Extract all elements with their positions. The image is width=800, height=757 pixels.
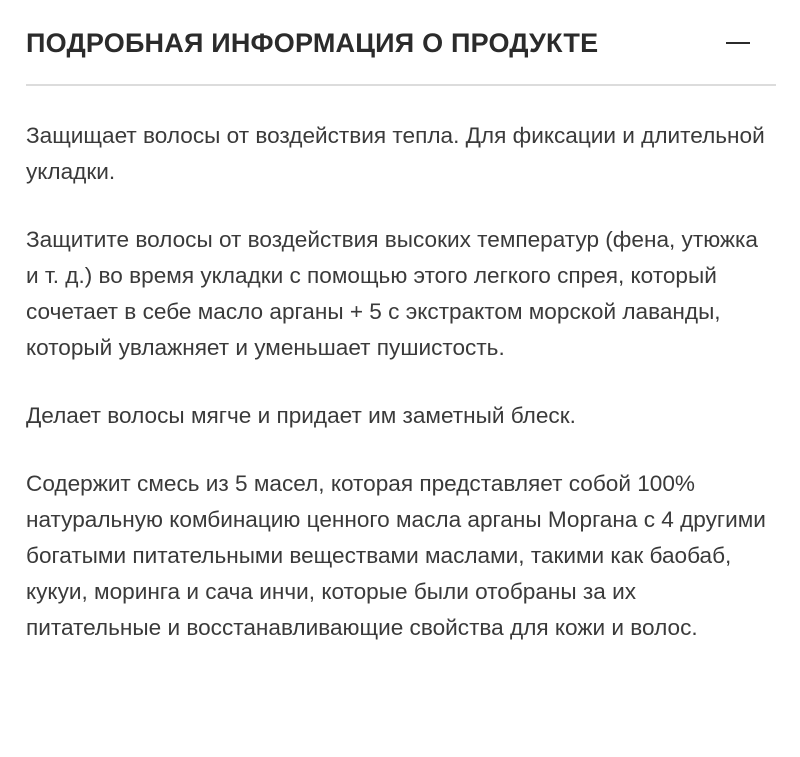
description-paragraph-3: Делает волосы мягче и придает им заметный блеск. xyxy=(26,403,576,428)
accordion-header[interactable] xyxy=(26,18,776,68)
accordion-title: ПОДРОБНАЯ ИНФОРМАЦИЯ О ПРОДУКТЕ xyxy=(26,27,599,58)
divider xyxy=(26,84,776,86)
description-paragraph-1: Защищает волосы от воздействия тепла. Для фиксации и длительной укладки. xyxy=(26,123,765,184)
product-description xyxy=(26,118,776,678)
minus-icon[interactable] xyxy=(726,31,750,55)
description-paragraph-2: Защитите волосы от воздействия высоких температур (фена, утюжка и т. д.) во время укладки с помощью этого легкого спрея, который сочетает в себе масло арганы + 5 с экстрактом морской лаванды, который увлажняет и уменьшает пушистость. xyxy=(26,227,758,360)
description-paragraph-4: Содержит смесь из 5 масел, которая представляет собой 100% натуральную комбинацию ценного масла арганы Моргана с 4 другими богатыми питательными веществами маслами, такими как баобаб, кукуи, моринга и сача инчи, которые были отобраны за их питательные и восстанавливающие свойства для кожи и волос. xyxy=(26,471,766,640)
